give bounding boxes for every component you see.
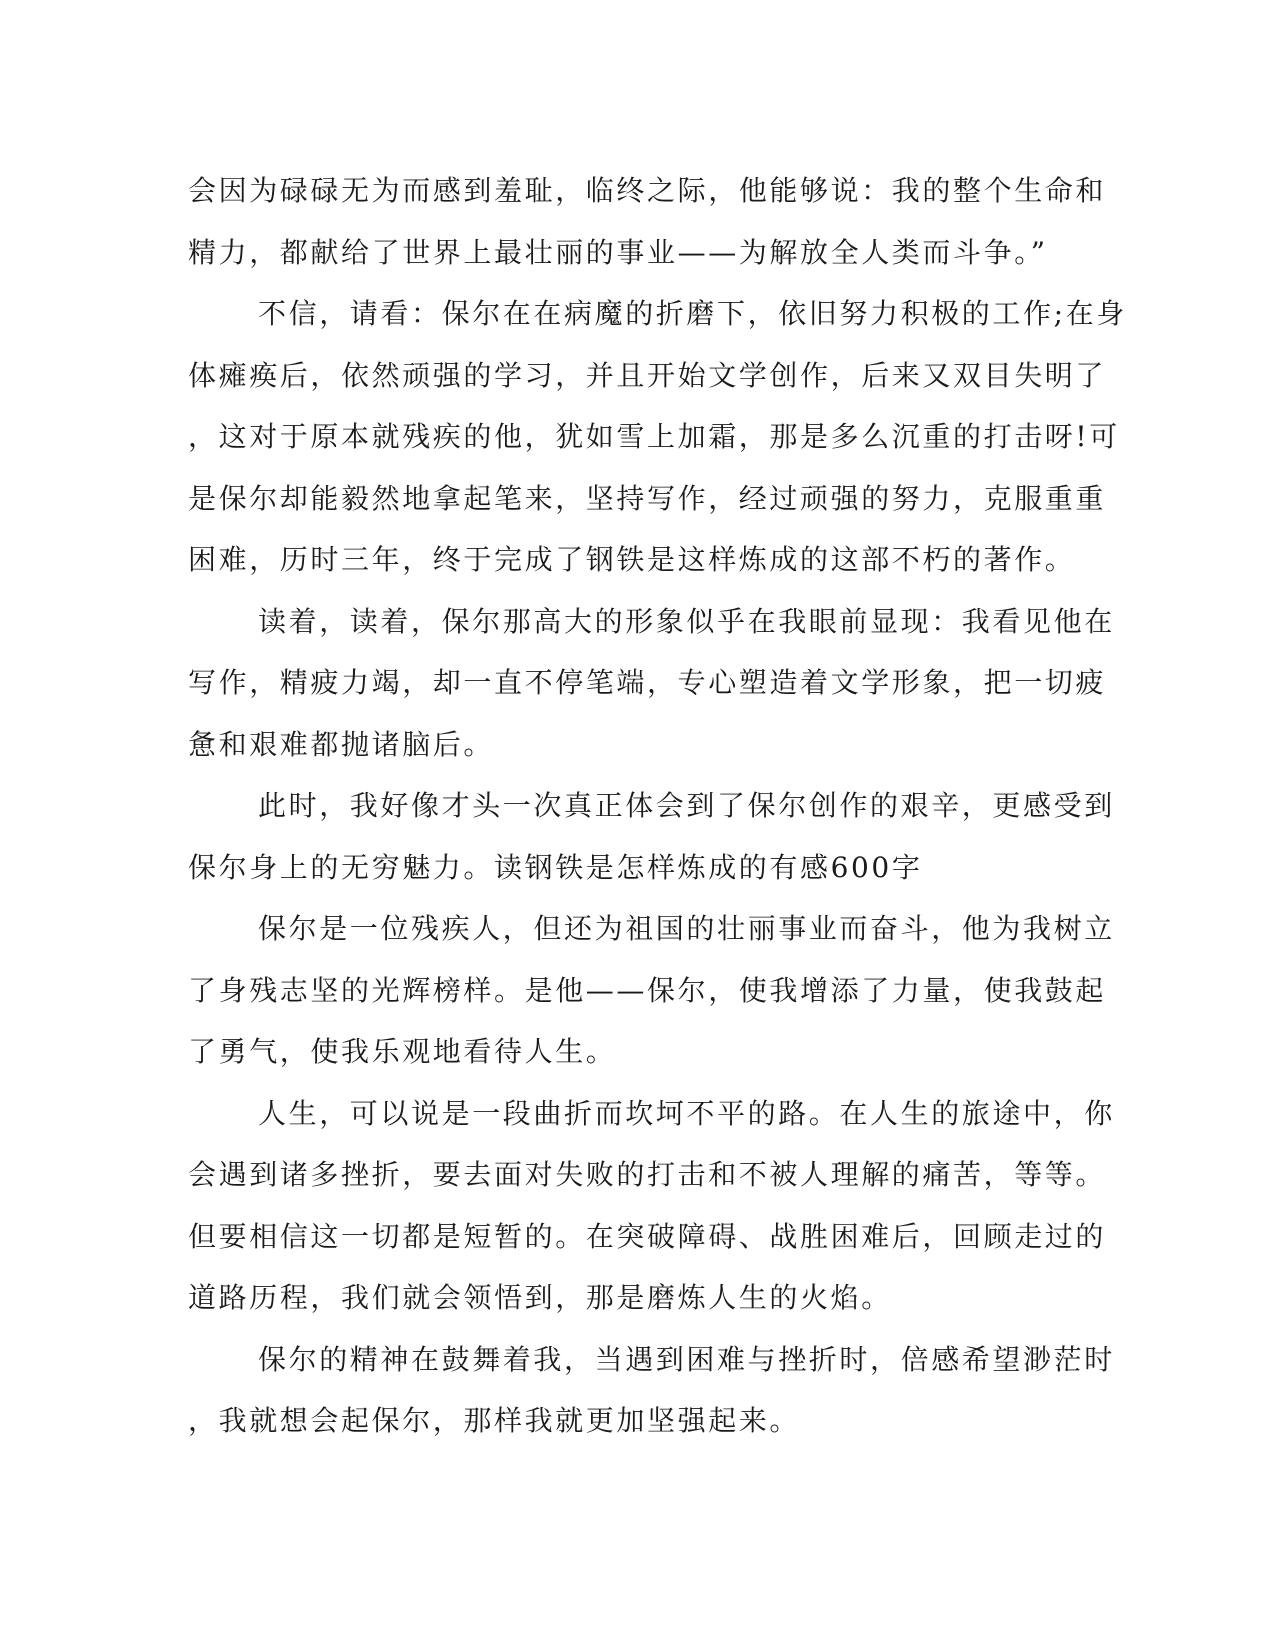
text-line: 困难，历时三年，终于完成了钢铁是这样炼成的这部不朽的著作。 xyxy=(188,543,1076,576)
text-line: 会遇到诸多挫折，要去面对失败的打击和不被人理解的痛苦，等等。 xyxy=(188,1158,1107,1191)
text-line: 精力，都献给了世界上最壮丽的事业——为解放全人类而斗争。” xyxy=(188,235,1048,269)
text-line: 会因为碌碌无为而感到羞耻，临终之际，他能够说：我的整个生命和 xyxy=(188,174,1107,207)
text-line: 是保尔却能毅然地拿起笔来，坚持写作，经过顽强的努力，克服重重 xyxy=(188,481,1107,515)
paragraph-first-line: 读着，读着，保尔那高大的形象似乎在我眼前显现：我看见他在 xyxy=(258,604,1115,638)
text-line: 惫和艰难都抛诸脑后。 xyxy=(188,727,495,761)
paragraph-first-line: 此时，我好像才头一次真正体会到了保尔创作的艰辛，更感受到 xyxy=(258,789,1115,822)
text-line: ，我就想会起保尔，那样我就更加坚强起来。 xyxy=(188,1404,801,1437)
text-line: 道路历程，我们就会领悟到，那是磨炼人生的火焰。 xyxy=(188,1281,892,1314)
paragraph-first-line: 人生，可以说是一段曲折而坎坷不平的路。在人生的旅途中，你 xyxy=(258,1096,1115,1130)
paragraph-first-line: 不信，请看：保尔在在病魔的折磨下，依旧努力积极的工作;在身 xyxy=(258,297,1127,330)
paragraph-first-line: 保尔是一位残疾人，但还为祖国的壮丽事业而奋斗，他为我树立 xyxy=(258,912,1115,945)
text-line: 写作，精疲力竭，却一直不停笔端，专心塑造着文学形象，把一切疲 xyxy=(188,666,1107,699)
text-line: ，这对于原本就残疾的他，犹如雪上加霜，那是多么沉重的打击呀!可 xyxy=(188,420,1120,453)
document-body xyxy=(188,160,1127,1452)
text-line: 体瘫痪后，依然顽强的学习，并且开始文学创作，后来又双目失明了 xyxy=(188,358,1107,392)
text-line: 了身残志坚的光辉榜样。是他——保尔，使我增添了力量，使我鼓起 xyxy=(188,973,1107,1007)
text-line: 但要相信这一切都是短暂的。在突破障碍、战胜困难后，回顾走过的 xyxy=(188,1219,1107,1253)
text-line: 了勇气，使我乐观地看待人生。 xyxy=(188,1035,617,1068)
text-line: 保尔身上的无穷魅力。读钢铁是怎样炼成的有感600字 xyxy=(188,850,923,884)
paragraph-first-line: 保尔的精神在鼓舞着我，当遇到困难与挫折时，倍感希望渺茫时 xyxy=(258,1342,1115,1376)
